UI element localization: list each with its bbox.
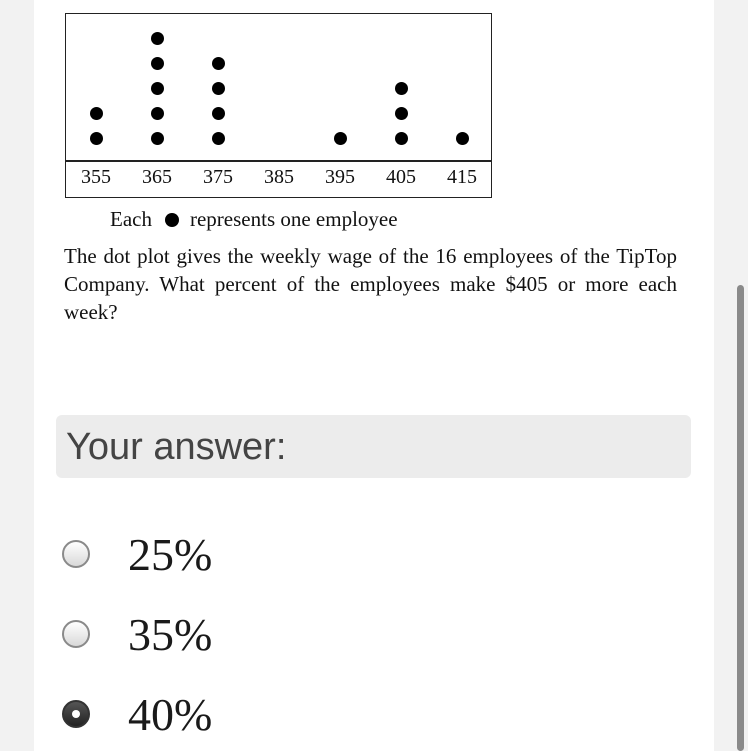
option-label: 40% [128,688,213,740]
x-tick-label: 415 [447,166,477,188]
option-35-percent[interactable] [62,604,362,664]
radio-button[interactable] [62,540,90,568]
data-dot [334,132,347,145]
option-40-percent[interactable] [62,684,362,744]
answer-label: Your answer: [66,426,287,468]
x-tick-label: 395 [325,166,355,188]
radio-button[interactable] [62,700,90,728]
data-dot [395,107,408,120]
scrollbar-thumb[interactable] [737,285,744,751]
data-dot [90,132,103,145]
data-dot [395,132,408,145]
answer-header [56,415,691,478]
legend-suffix: represents one employee [189,207,398,231]
data-dot [90,107,103,120]
question-text: The dot plot gives the weekly wage of the 16 employees of the TipTop Company. What percent of the employees make $405 or more each week? [64,244,677,324]
data-dot [212,57,225,70]
data-dot [212,132,225,145]
dot-plot [65,13,492,198]
legend-dot-icon [165,213,179,227]
plot-legend [110,207,398,232]
x-axis-line [66,160,491,162]
data-dot [151,132,164,145]
data-dot [151,57,164,70]
data-dot [151,82,164,95]
radio-button[interactable] [62,620,90,648]
data-dot [212,82,225,95]
data-dot [151,32,164,45]
x-tick-label: 355 [81,166,111,188]
x-tick-label: 405 [386,166,416,188]
data-dot [395,82,408,95]
option-25-percent[interactable] [62,524,362,584]
option-label: 35% [128,608,213,660]
x-tick-label: 375 [203,166,233,188]
data-dot [151,107,164,120]
legend-prefix: Each [110,207,152,231]
data-dot [212,107,225,120]
data-dot [456,132,469,145]
option-label: 25% [128,528,213,580]
x-tick-label: 385 [264,166,294,188]
x-tick-label: 365 [142,166,172,188]
